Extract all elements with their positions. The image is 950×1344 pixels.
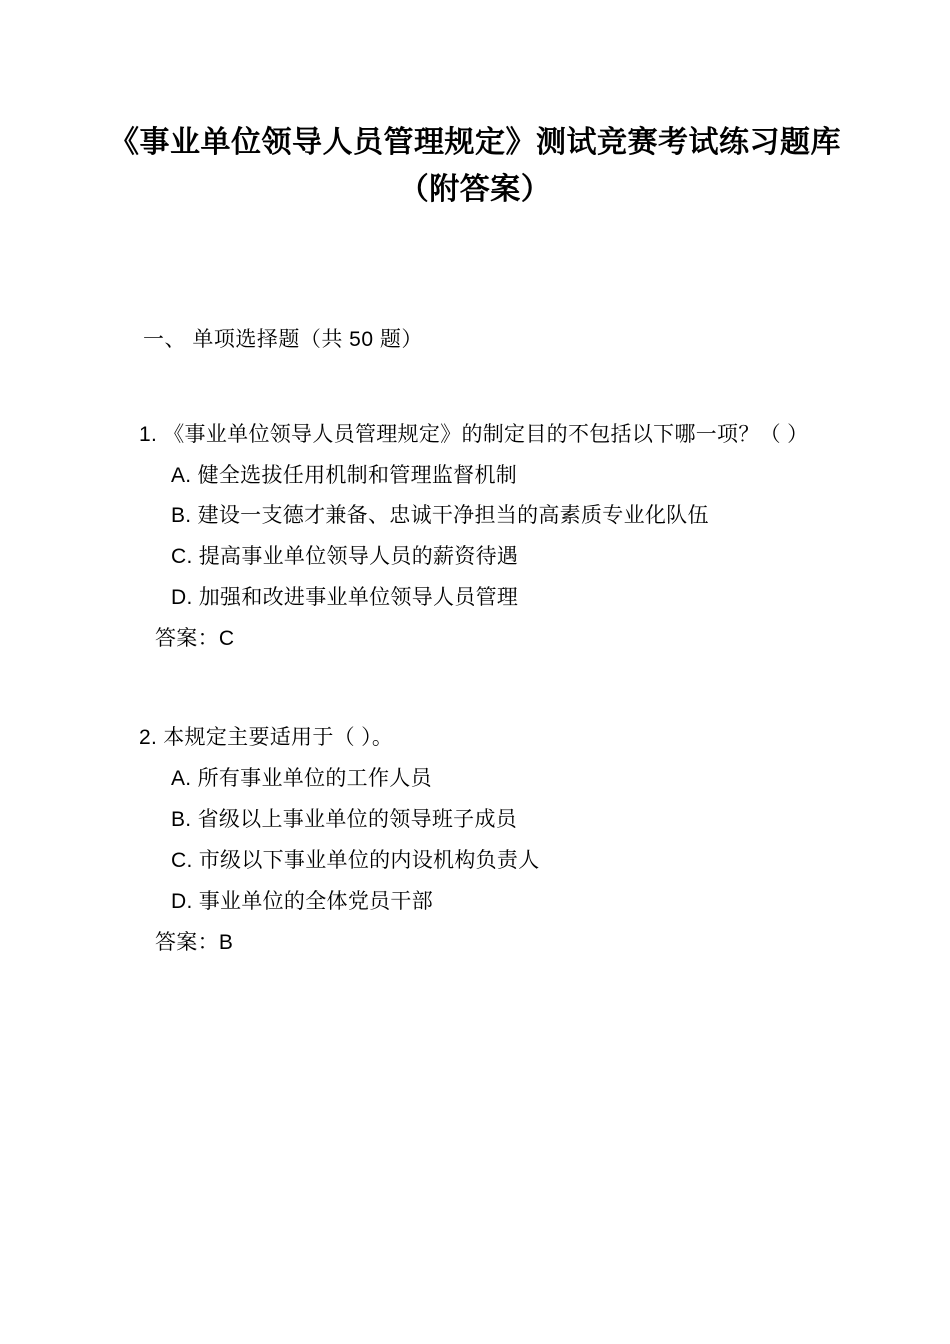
page-title: 《事业单位领导人员管理规定》测试竞赛考试练习题库（附答案）: [109, 126, 841, 206]
section-heading: 一、 单项选择题（共 50 题）: [143, 328, 423, 351]
question-option: D. 事业单位的全体党员干部: [171, 889, 434, 913]
question-answer: 答案：C: [155, 627, 235, 651]
question-option: B. 省级以上事业单位的领导班子成员: [171, 808, 518, 832]
question-option: B. 建设一支德才兼备、忠诚干净担当的高素质专业化队伍: [171, 504, 709, 528]
question-option: D. 加强和改进事业单位领导人员管理: [171, 586, 519, 610]
question-item: [105, 718, 845, 964]
question-item: [105, 415, 845, 661]
question-option: C. 提高事业单位领导人员的薪资待遇: [171, 545, 519, 569]
question-stem: 1. 《事业单位领导人员管理规定》的制定目的不包括以下哪一项？（ ）: [139, 422, 809, 446]
question-option: C. 市级以下事业单位的内设机构负责人: [171, 849, 540, 873]
question-answer: 答案：B: [155, 930, 234, 954]
question-stem: 2. 本规定主要适用于（ ）。: [139, 726, 394, 750]
question-option: A. 健全选拔任用机制和管理监督机制: [171, 463, 518, 487]
question-option: A. 所有事业单位的工作人员: [171, 767, 432, 791]
